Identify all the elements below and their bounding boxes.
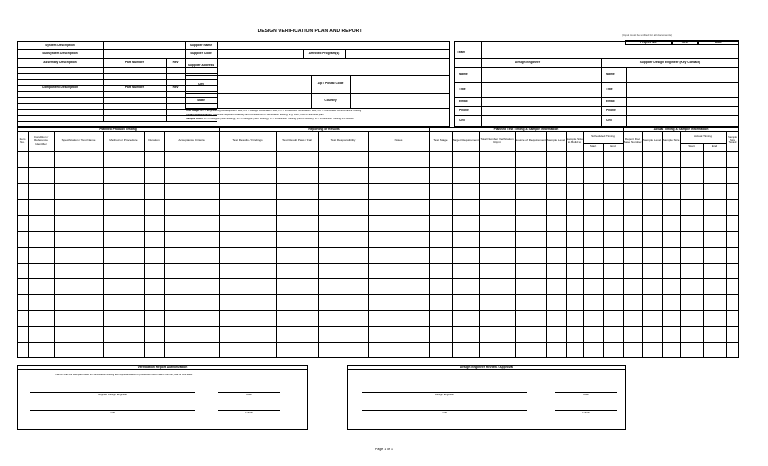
col-actual-sample-size: Sample Size (662, 138, 680, 143)
verification-table (17, 127, 739, 358)
rev-label: Rev. (681, 40, 689, 44)
planned-product-testing-header: Planned Product Testing (99, 127, 137, 131)
table-row[interactable] (17, 199, 739, 200)
design-engineer-header: Design Engineer (514, 61, 541, 64)
column-separator (368, 131, 369, 358)
col-condition: Condition / Reference Identifier (33, 135, 49, 146)
engineer-phone-label: Phone (582, 411, 590, 414)
column-separator (642, 131, 643, 358)
column-separator (583, 131, 584, 358)
rev-label-2: Rev (172, 86, 179, 89)
column-separator (515, 131, 516, 358)
top-right-note: (Input must be unified for all documents) (622, 34, 672, 37)
engineer-signature-label: Design Engineer (434, 393, 455, 396)
table-row[interactable] (17, 215, 739, 216)
title-label-right: Title (606, 88, 613, 91)
name-label-left: Name (459, 73, 468, 76)
col-sample-level: Sample Level (546, 138, 566, 143)
sample-level-legend-label: Sample Level (186, 118, 203, 120)
column-separator (452, 131, 453, 358)
title-label-left: Title (459, 88, 466, 91)
col-sample-size-tested: Sample Size Tested (728, 135, 737, 145)
column-separator (318, 131, 319, 358)
col-actual-start: Start (688, 144, 695, 149)
column-separator (276, 131, 277, 358)
city-label: City (197, 83, 205, 86)
col-scheduled-timing: Scheduled Timing (591, 134, 615, 139)
authorization-statement: I affirm that the samples used for verification testing are representative of production and match the file, use of this data. (55, 374, 193, 376)
supplier-address-label: Supplier Address (187, 64, 215, 67)
col-target-req: Target Requirement (452, 138, 479, 143)
table-row[interactable] (17, 326, 739, 327)
column-separator (219, 127, 220, 358)
country-label: Country (324, 99, 337, 102)
column-separator (623, 127, 624, 358)
column-separator (164, 131, 165, 358)
col-test-stage: Test Stage (433, 138, 448, 143)
test-stage-legend-label: Test Stage (186, 110, 199, 112)
column-separator (54, 131, 55, 358)
col-notes: Notes (394, 138, 403, 143)
table-row[interactable] (17, 278, 739, 279)
column-separator (429, 127, 430, 358)
column-separator (566, 131, 567, 358)
col-end: End (610, 144, 616, 149)
engineer-date-label: Date (583, 393, 589, 396)
table-row[interactable] (17, 294, 739, 295)
assembly-description-label: Assembly Description (43, 61, 77, 64)
col-source-req: Source of Requirement (515, 138, 546, 143)
test-stage-legend-text: EV = Engineering Development Test, DV = Design Verification Test, PV = Production Verification Test, CC = Continued Conformance Testing (200, 110, 362, 112)
supplier-signature-label: Supplier Design Engineer (97, 393, 128, 396)
col-duration: Duration (148, 138, 160, 143)
col-actual-timing: Actual Timing (693, 134, 712, 139)
sample-level-legend-text: A = Prototype (Non-tooling), B = Prototype (Soft Tooling), C = Production Tooling (Non-Process), D = Production Tooling & Process (203, 118, 354, 120)
col-test-result-status: Test Result Pass / Fail (282, 138, 312, 143)
component-description-label: Component Description (41, 86, 79, 89)
email-label-right: Email (606, 100, 615, 103)
column-separator (546, 131, 547, 358)
state-label: State (197, 99, 205, 102)
col-method: Method or Procedure (109, 138, 138, 143)
planned-test-timing-header: Planned Test Timing & Sample Information (493, 127, 559, 131)
cell-label-left: Cell (459, 119, 465, 122)
column-separator (726, 131, 727, 358)
col-test-responsibility: Test Responsibility (330, 138, 356, 143)
column-separator (479, 131, 480, 358)
verification-authorization-title: Verification Report Authorization (137, 365, 188, 369)
phone-label-right: Phone (606, 109, 616, 112)
col-test-results: Test Results / Findings (232, 138, 263, 143)
supplier-design-engineer-header: Supplier Design Engineer (Key Contact) (639, 61, 701, 64)
target-req-legend-label: Target Requirements (186, 114, 212, 116)
part-number-label: Part Number (124, 61, 145, 64)
column-separator (680, 131, 681, 358)
table-row[interactable] (17, 231, 739, 232)
project-no-label: Project No. (640, 40, 657, 44)
col-start: Start (589, 144, 597, 149)
phone-label-left: Phone (459, 109, 469, 112)
zip-label: Zip / Postal Code (317, 82, 344, 85)
table-row[interactable] (17, 342, 739, 343)
col-total-samples: Total Number Verification Rqmt (480, 136, 514, 144)
column-separator (144, 131, 145, 358)
table-row[interactable] (17, 263, 739, 264)
column-separator (103, 131, 104, 358)
system-description-label: System Description (45, 43, 75, 47)
table-row[interactable] (17, 310, 739, 311)
col-actual-sample-level: Sample Level (642, 138, 662, 143)
target-req-legend-text: Describe required reliability and confidence of Verification testing, e.g. R90, C90 or attribute plan (213, 114, 324, 116)
table-row[interactable] (17, 247, 739, 248)
subsystem-description-label: Subsystem Description (42, 52, 78, 55)
part-number-label-2: Part Number (124, 86, 145, 89)
col-report-doc: Report Doc Base Number (623, 136, 642, 144)
date-label: Date (715, 40, 722, 44)
column-separator (662, 131, 663, 358)
supplier-date-label: Date (246, 393, 252, 396)
engineer-title-label: Title (442, 411, 447, 414)
team-label: Team (457, 51, 466, 54)
reporting-results-header: Reporting of Results (308, 127, 340, 131)
col-actual-end: End (711, 144, 718, 149)
col-item-no: Item No. (19, 136, 26, 144)
col-spec: Specification / Test Name (61, 138, 96, 143)
page-title: DESIGN VERIFICATION PLAN AND REPORT (257, 29, 363, 34)
design-engineer-approval-title: Design Engineer Review / Approval (459, 365, 514, 369)
name-label-right: Name (606, 73, 615, 76)
cell-label-right: Cell (606, 119, 612, 122)
actual-timing-header: Actual Timing & Sample Information (653, 127, 709, 131)
supplier-phone-label: Phone (245, 411, 253, 414)
column-separator (28, 131, 29, 358)
rev-label-1: Rev (172, 61, 179, 64)
supplier-name-label: Supplier Name (189, 43, 213, 47)
affected-programs-label: Affected Program(s) (308, 52, 340, 55)
col-acceptance: Acceptance Criteria (178, 138, 205, 143)
col-sample-size: Sample Size to Build to (566, 136, 583, 144)
page-number: Page 1 of 1 (375, 448, 393, 451)
supplier-title-label: Title (110, 411, 115, 414)
design-engineer-approval-box (347, 365, 626, 430)
table-row[interactable] (17, 167, 739, 168)
email-label-left: Email (459, 100, 468, 103)
supplier-code-label: Supplier Code (190, 52, 212, 55)
table-row[interactable] (17, 183, 739, 184)
